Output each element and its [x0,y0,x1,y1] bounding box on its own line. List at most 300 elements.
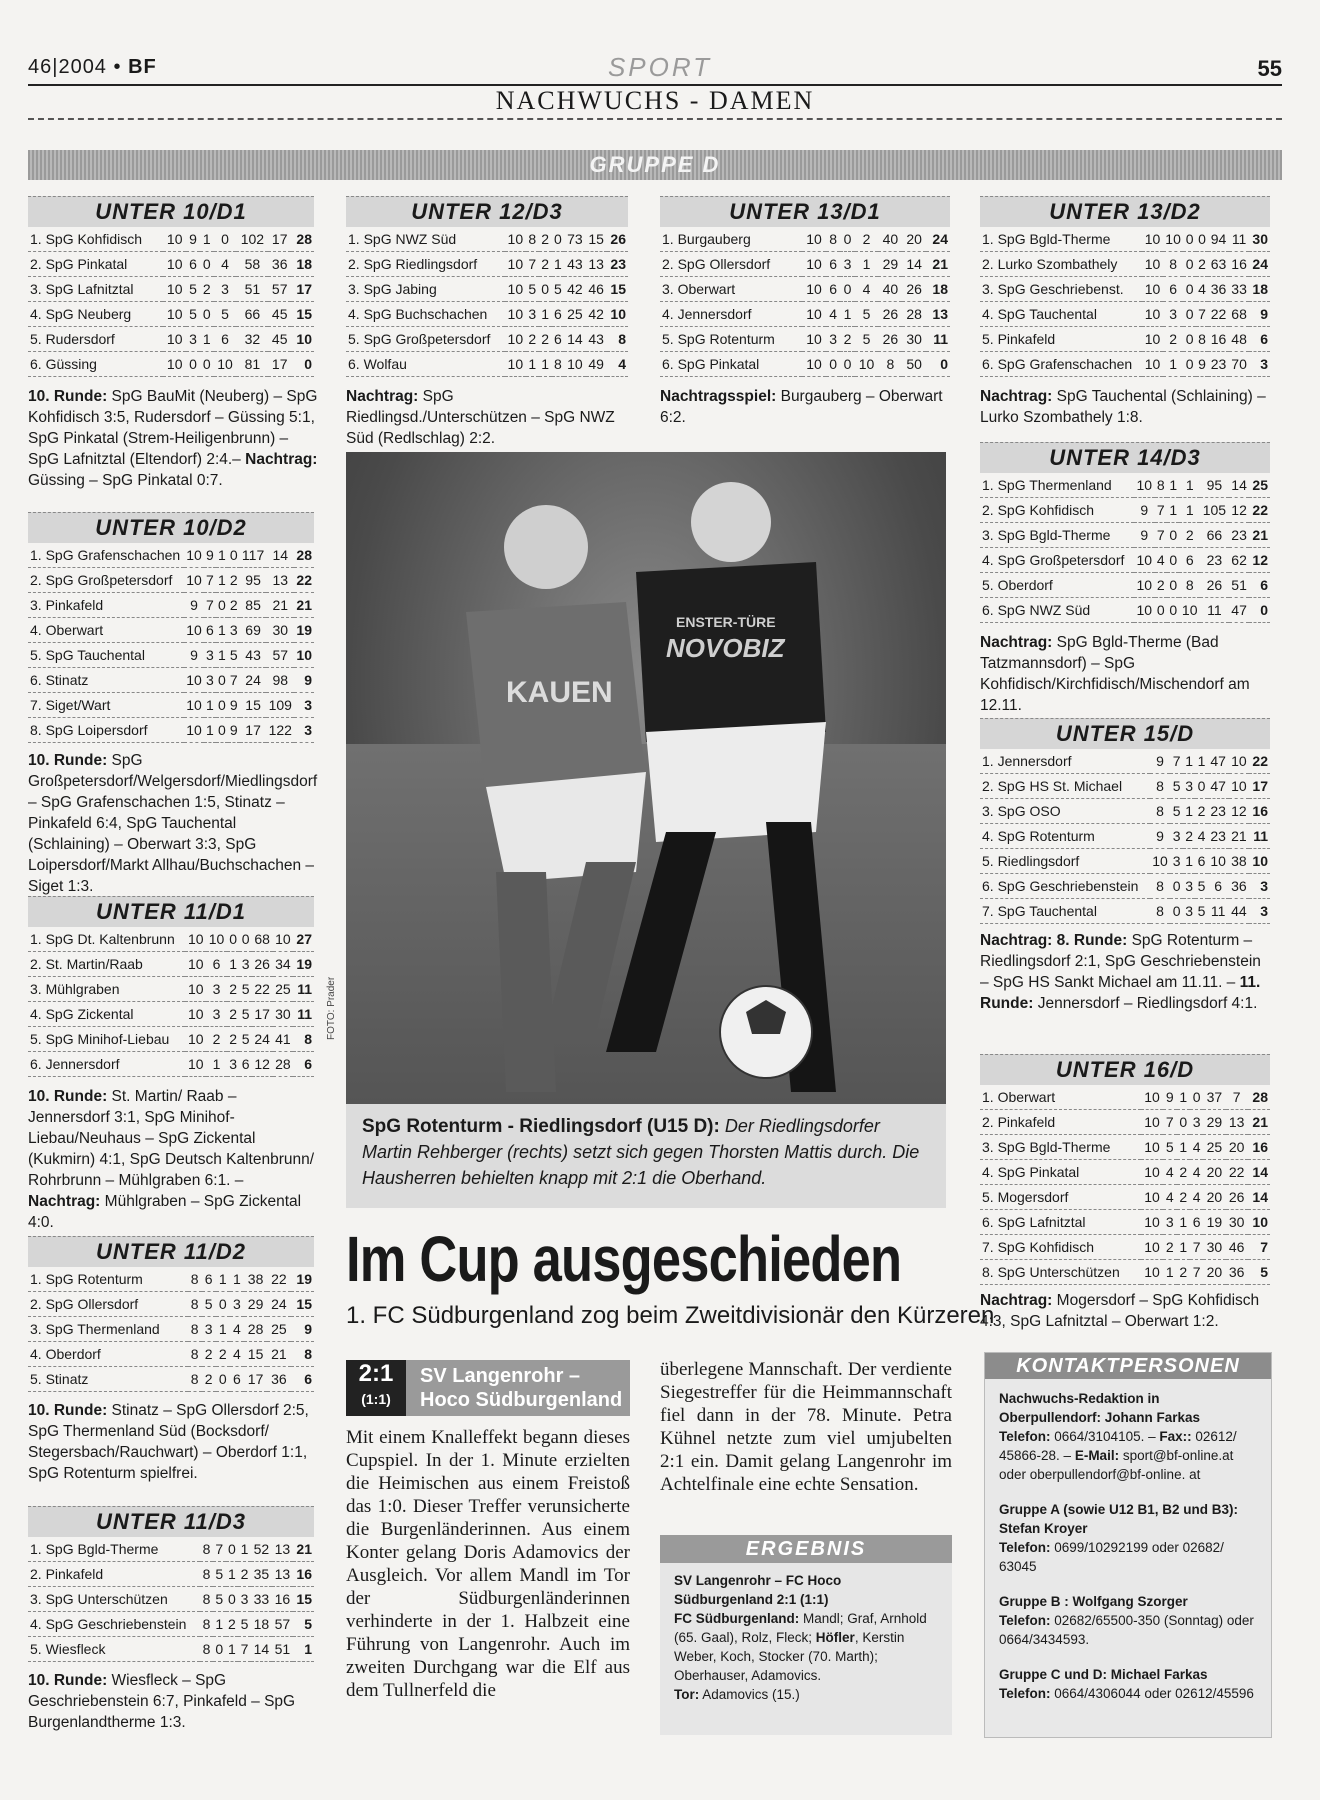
stat-cell: 51 [236,277,268,302]
stat-cell: 17 [268,227,291,252]
contact-2-tel-label: Telefon: [999,1540,1051,1555]
stat-cell: 1 [526,352,539,377]
stat-cell: 2 [216,1342,230,1367]
team-cell: 2. SpG Ollersdorf [28,1292,188,1317]
table-u12d3 [346,196,628,377]
score-final: 2:1 [358,1360,394,1387]
stat-cell: 3 [1170,849,1182,874]
team-cell: 3. SpG Unterschützen [28,1587,200,1612]
note-label: Nachtrag: [346,388,419,405]
table-row [980,849,1270,874]
table-row [28,1002,314,1027]
table-row [980,824,1270,849]
stat-cell: 10 [1134,548,1155,573]
stat-cell: 45 [268,302,291,327]
stat-cell: 9 [1150,824,1171,849]
stat-cell: 6 [1208,874,1229,899]
table-row [980,327,1270,352]
stat-cell: 58 [236,252,268,277]
table-row [980,523,1270,548]
stat-cell: 10 [1141,1135,1163,1160]
team-cell: 1. SpG Bgld-Therme [980,227,1142,252]
stat-cell: 5 [239,977,251,1002]
stat-cell: 40 [878,227,902,252]
team-cell: 5. Wiesfleck [28,1637,200,1662]
points-cell: 10 [607,302,628,327]
points-cell: 13 [926,302,950,327]
stat-cell: 1 [1163,1260,1176,1285]
stat-cell: 15 [586,227,607,252]
stat-cell: 1 [1177,1085,1190,1110]
stat-cell: 10 [163,252,186,277]
stat-cell: 1 [238,1537,251,1562]
points-cell: 14 [1248,1160,1270,1185]
stat-cell: 10 [1142,252,1163,277]
team-cell: 6. SpG NWZ Süd [980,598,1134,623]
section-title: SPORT [607,52,713,82]
stat-cell: 14 [251,1637,272,1662]
points-cell: 28 [294,543,314,568]
stat-cell: 2 [1195,799,1207,824]
stat-cell: 10 [1163,227,1184,252]
stat-cell: 43 [240,643,267,668]
stat-cell: 26 [1226,1185,1248,1210]
stat-cell: 8 [1150,899,1171,924]
stat-cell: 2 [1179,523,1200,548]
points-cell: 11 [293,1002,314,1027]
stat-cell: 7 [1163,1110,1176,1135]
stat-cell: 1 [539,302,552,327]
team-cell: 4. SpG Tauchental [980,302,1142,327]
note-text: SpG BauMit (Neuberg) – SpG Kohfidisch 3:5, Rudersdorf – Güssing 5:1, SpG Pinkatal (Strem-Heiligenbrunn) – SpG Lafnitztal (Eltendorf) 2:4.– [28,388,318,468]
table-row [28,1367,314,1392]
stat-cell: 10 [1179,598,1200,623]
stat-cell: 20 [1203,1160,1225,1185]
points-cell: 19 [294,618,314,643]
team-cell: 2. Lurko Szombathely [980,252,1142,277]
table-u13d2 [980,196,1270,377]
stat-cell: 0 [200,352,214,377]
stat-cell: 3 [202,1317,216,1342]
stat-cell: 2 [202,1342,216,1367]
stat-cell: 3 [238,1587,251,1612]
score-halftime: (1:1) [361,1391,391,1407]
stat-cell: 6 [552,327,565,352]
stat-cell: 0 [213,1637,226,1662]
stat-cell: 5 [238,1612,251,1637]
stat-cell: 2 [1177,1260,1190,1285]
stat-cell: 2 [526,327,539,352]
note-u11d1 [28,1086,318,1233]
stat-cell: 10 [185,1027,206,1052]
stat-cell: 1 [216,568,228,593]
standings-table [980,227,1270,377]
team-cell: 4. SpG Buchschachen [346,302,505,327]
stat-cell: 122 [266,718,294,743]
stat-cell: 10 [505,352,526,377]
stat-cell: 0 [216,1367,230,1392]
result-lineup [674,1609,938,1685]
table-row [980,799,1270,824]
stat-cell: 4 [1190,1185,1203,1210]
table-row [980,1210,1270,1235]
stat-cell: 45 [268,327,291,352]
team-cell: 3. SpG Bgld-Therme [980,523,1134,548]
stat-cell: 2 [539,327,552,352]
table-title: UNTER 15/D [980,718,1270,749]
stat-cell: 3 [206,977,227,1002]
note-label: Nachtrag: [980,388,1053,405]
stat-cell: 40 [878,277,902,302]
table-row [346,252,628,277]
points-cell: 16 [1248,1135,1270,1160]
table-row [346,327,628,352]
stat-cell: 3 [228,618,240,643]
contact-block-3 [985,1590,1271,1651]
stat-cell: 10 [163,327,186,352]
stat-cell: 8 [1163,252,1184,277]
points-cell: 17 [291,277,314,302]
team-cell: 2. Pinkafeld [28,1562,200,1587]
caption-text: Der Riedlingsdorfer Martin Rehberger (rechts) setzt sich gegen Thorsten Mattis durch. Die Hausherren behielten knapp mit 2:1 die Oberhand. [362,1116,920,1188]
points-cell: 28 [1248,1085,1270,1110]
result-box [660,1535,952,1735]
stat-cell: 49 [586,352,607,377]
table-row [28,568,314,593]
stat-cell: 10 [1141,1110,1163,1135]
points-cell: 8 [607,327,628,352]
stat-cell: 5 [1170,799,1182,824]
points-cell: 11 [293,977,314,1002]
stat-cell: 8 [188,1292,202,1317]
stat-cell: 26 [902,277,926,302]
stat-cell: 8 [200,1612,213,1637]
table-row [346,277,628,302]
stat-cell: 28 [244,1317,267,1342]
points-cell: 8 [293,1027,314,1052]
team-cell: 5. Stinatz [28,1367,188,1392]
stat-cell: 30 [266,618,294,643]
stat-cell: 11 [1200,598,1229,623]
stat-cell: 2 [238,1562,251,1587]
stat-cell: 10 [163,352,186,377]
table-row [28,1052,314,1077]
stat-cell: 22 [1226,1160,1248,1185]
table-row [980,252,1270,277]
stat-cell: 1 [226,1637,239,1662]
article-subhead: 1. FC Südburgenland zog beim Zweitdivisionär den Kürzeren [346,1302,995,1329]
stat-cell: 7 [238,1637,251,1662]
note-label: Nachtrag: [28,1193,101,1210]
points-cell: 6 [1249,573,1270,598]
table-row [28,1612,314,1637]
stat-cell: 10 [206,927,227,952]
stat-cell: 14 [902,252,926,277]
table-row [980,899,1270,924]
team-cell: 2. SpG Riedlingsdorf [346,252,505,277]
stat-cell: 8 [200,1562,213,1587]
stat-cell: 9 [184,643,204,668]
stat-cell: 1 [200,327,214,352]
stat-cell: 37 [1203,1085,1225,1110]
stat-cell: 2 [1163,1235,1176,1260]
stat-cell: 5 [239,1002,251,1027]
points-cell: 11 [1249,824,1270,849]
article-column-2: überlegene Mannschaft. Der verdiente Siegestreffer für die Heimmannschaft fiel dann in der 78. Minute. Petra Kühnel netzte zum viel umjubelten 2:1 ein. Damit gelang Langenrohr im Achtelfinale eine echte Sensation. [660,1359,952,1495]
team-cell: 1. Jennersdorf [980,749,1150,774]
stat-cell: 51 [1229,573,1250,598]
team-cell: 3. SpG Lafnitztal [28,277,163,302]
right-player-head [691,482,771,562]
stat-cell: 36 [1226,1260,1248,1285]
points-cell: 28 [291,227,314,252]
stat-cell: 25 [1203,1135,1225,1160]
team-cell: 8. SpG Loipersdorf [28,718,184,743]
score [346,1360,406,1416]
stat-cell: 1 [1177,1210,1190,1235]
match-title-line1: SV Langenrohr – [420,1365,581,1387]
table-row [28,1027,314,1052]
table-title: UNTER 12/D3 [346,196,628,227]
stat-cell: 0 [1170,899,1182,924]
stat-cell: 4 [230,1342,244,1367]
stat-cell: 8 [1179,573,1200,598]
players-illustration [346,452,946,1104]
points-cell: 25 [1249,473,1270,498]
stat-cell: 23 [1208,352,1229,377]
stat-cell: 7 [1155,498,1167,523]
stat-cell: 4 [1196,277,1208,302]
points-cell: 18 [291,252,314,277]
team-cell: 3. SpG OSO [980,799,1150,824]
points-cell: 23 [607,252,628,277]
stat-cell: 10 [1142,302,1163,327]
table-row [980,302,1270,327]
stat-cell: 6 [1195,849,1207,874]
note-u14d3 [980,632,1270,716]
points-cell: 26 [607,227,628,252]
team-cell: 5. Mogersdorf [980,1185,1141,1210]
stat-cell: 117 [240,543,267,568]
points-cell: 22 [294,568,314,593]
stat-cell: 10 [1134,473,1155,498]
points-cell: 19 [293,952,314,977]
stat-cell: 28 [902,302,926,327]
left-shirt-text: KAUEN [506,676,613,709]
table-row [28,1637,314,1662]
stat-cell: 5 [855,302,879,327]
stat-cell: 8 [1196,327,1208,352]
stat-cell: 10 [802,327,826,352]
stat-cell: 21 [266,593,294,618]
contact-1-mail-label: E-Mail: [1074,1448,1120,1463]
table-row [28,1587,314,1612]
stat-cell: 10 [1141,1235,1163,1260]
note-u15d [980,930,1270,1014]
stat-cell: 13 [266,568,294,593]
contact-4-head: Gruppe C und D: Michael Farkas [999,1667,1208,1682]
points-cell: 11 [926,327,950,352]
stat-cell: 9 [228,693,240,718]
stat-cell: 14 [1229,473,1250,498]
stat-cell: 7 [1226,1085,1248,1110]
stat-cell: 33 [1229,277,1250,302]
stat-cell: 22 [252,977,273,1002]
stat-cell: 23 [1200,548,1229,573]
table-row [980,548,1270,573]
stat-cell: 0 [216,693,228,718]
contact-block-2 [985,1498,1271,1578]
stat-cell: 15 [244,1342,267,1367]
stat-cell: 10 [505,227,526,252]
points-cell: 15 [291,302,314,327]
stat-cell: 0 [214,227,237,252]
stat-cell: 9 [1134,498,1155,523]
stat-cell: 4 [1163,1160,1176,1185]
left-player-head [504,505,588,589]
stat-cell: 10 [802,302,826,327]
stat-cell: 10 [855,352,879,377]
stat-cell: 19 [1203,1210,1225,1235]
stat-cell: 5 [213,1587,226,1612]
contacts-box [984,1352,1272,1738]
group-bar: GRUPPE D [28,150,1282,180]
stat-cell: 0 [200,252,214,277]
result-title: ERGEBNIS [660,1535,952,1563]
stat-cell: 18 [251,1612,272,1637]
stat-cell: 1 [1167,473,1179,498]
stat-cell: 2 [206,1027,227,1052]
points-cell: 10 [1249,849,1270,874]
stat-cell: 2 [227,977,239,1002]
stat-cell: 68 [252,927,273,952]
stat-cell: 9 [1196,352,1208,377]
stat-cell: 47 [1229,598,1250,623]
team-cell: 2. Pinkafeld [980,1110,1141,1135]
table-row [28,1292,314,1317]
stat-cell: 23 [1208,824,1229,849]
stat-cell: 30 [902,327,926,352]
points-cell: 19 [291,1267,314,1292]
stat-cell: 16 [1229,252,1250,277]
stat-cell: 57 [268,277,291,302]
stat-cell: 4 [1163,1185,1176,1210]
stat-cell: 8 [1150,799,1171,824]
stat-cell: 5 [1195,874,1207,899]
team-cell: 6. SpG Pinkatal [660,352,802,377]
table-row [28,1342,314,1367]
stat-cell: 10 [802,227,826,252]
stat-cell: 36 [1229,874,1250,899]
points-cell: 21 [926,252,950,277]
stat-cell: 26 [252,952,273,977]
stat-cell: 47 [1208,774,1229,799]
table-row [346,352,628,377]
stat-cell: 1 [226,1562,239,1587]
stat-cell: 8 [1150,874,1171,899]
stat-cell: 94 [1208,227,1229,252]
stat-cell: 7 [213,1537,226,1562]
stat-cell: 10 [185,1052,206,1077]
stat-cell: 44 [1229,899,1250,924]
note-text: St. Martin/ Raab – Jennersdorf 3:1, SpG Minihof-Liebau/Neuhaus – SpG Zickental (Kukmirn) 4:1, SpG Deutsch Kaltenbrunn/ Rohrbrunn – Mühlgraben 6:1. – [28,1088,315,1189]
points-cell: 5 [293,1612,314,1637]
stat-cell: 3 [204,643,216,668]
table-row [28,252,314,277]
team-cell: 4. SpG Pinkatal [980,1160,1141,1185]
points-cell: 7 [1248,1235,1270,1260]
stat-cell: 17 [244,1367,267,1392]
table-row [28,927,314,952]
result-match: SV Langenrohr – FC Hoco Südburgenland 2:1 (1:1) [674,1573,842,1607]
stat-cell: 10 [185,927,206,952]
stat-cell: 95 [240,568,267,593]
table-u11d3 [28,1506,314,1662]
stat-cell: 3 [526,302,539,327]
points-cell: 6 [291,1367,314,1392]
stat-cell: 10 [505,252,526,277]
stat-cell: 51 [272,1637,293,1662]
stat-cell: 4 [1190,1160,1203,1185]
stat-cell: 2 [228,593,240,618]
table-row [28,543,314,568]
stat-cell: 25 [273,977,294,1002]
stat-cell: 11 [1229,227,1250,252]
stat-cell: 98 [266,668,294,693]
team-cell: 3. Mühlgraben [28,977,185,1002]
points-cell: 6 [293,1052,314,1077]
stat-cell: 2 [202,1367,216,1392]
table-row [660,302,950,327]
stat-cell: 10 [505,327,526,352]
stat-cell: 0 [216,593,228,618]
contact-4-tel-label: Telefon: [999,1686,1051,1701]
stat-cell: 46 [586,277,607,302]
stat-cell: 3 [840,252,854,277]
note-text: Burgauberg – Oberwart 6:2. [660,388,943,426]
team-cell: 5. SpG Tauchental [28,643,184,668]
stat-cell: 10 [1229,774,1250,799]
team-cell: 5. Rudersdorf [28,327,163,352]
points-cell: 16 [1249,799,1270,824]
table-title: UNTER 10/D2 [28,512,314,543]
stat-cell: 26 [878,327,902,352]
stat-cell: 50 [902,352,926,377]
stat-cell: 1 [216,643,228,668]
stat-cell: 70 [1229,352,1250,377]
note-text: Jennersdorf – Riedlingsdorf 4:1. [1033,995,1258,1012]
note-text: SpG Bgld-Therme (Bad Tatzmannsdorf) – SpG Kohfidisch/Kirchfidisch/Mischendorf am 12.11. [980,634,1250,714]
stat-cell: 3 [214,277,237,302]
team-cell: 1. SpG Grafenschachen [28,543,184,568]
article-headline: Im Cup ausgeschieden [346,1223,902,1295]
stat-cell: 1 [200,227,214,252]
stat-cell: 6 [206,952,227,977]
stat-cell: 2 [1183,824,1195,849]
stat-cell: 30 [1203,1235,1225,1260]
table-u15d [980,718,1270,924]
stat-cell: 0 [1183,252,1195,277]
stat-cell: 6 [1179,548,1200,573]
standings-table [28,1537,314,1662]
stat-cell: 0 [1167,573,1179,598]
caption-lead: SpG Rotenturm - Riedlingsdorf (U15 D): [362,1116,720,1137]
stat-cell: 28 [273,1052,294,1077]
points-cell: 0 [291,352,314,377]
table-row [346,227,628,252]
stat-cell: 8 [200,1637,213,1662]
points-cell: 27 [293,927,314,952]
